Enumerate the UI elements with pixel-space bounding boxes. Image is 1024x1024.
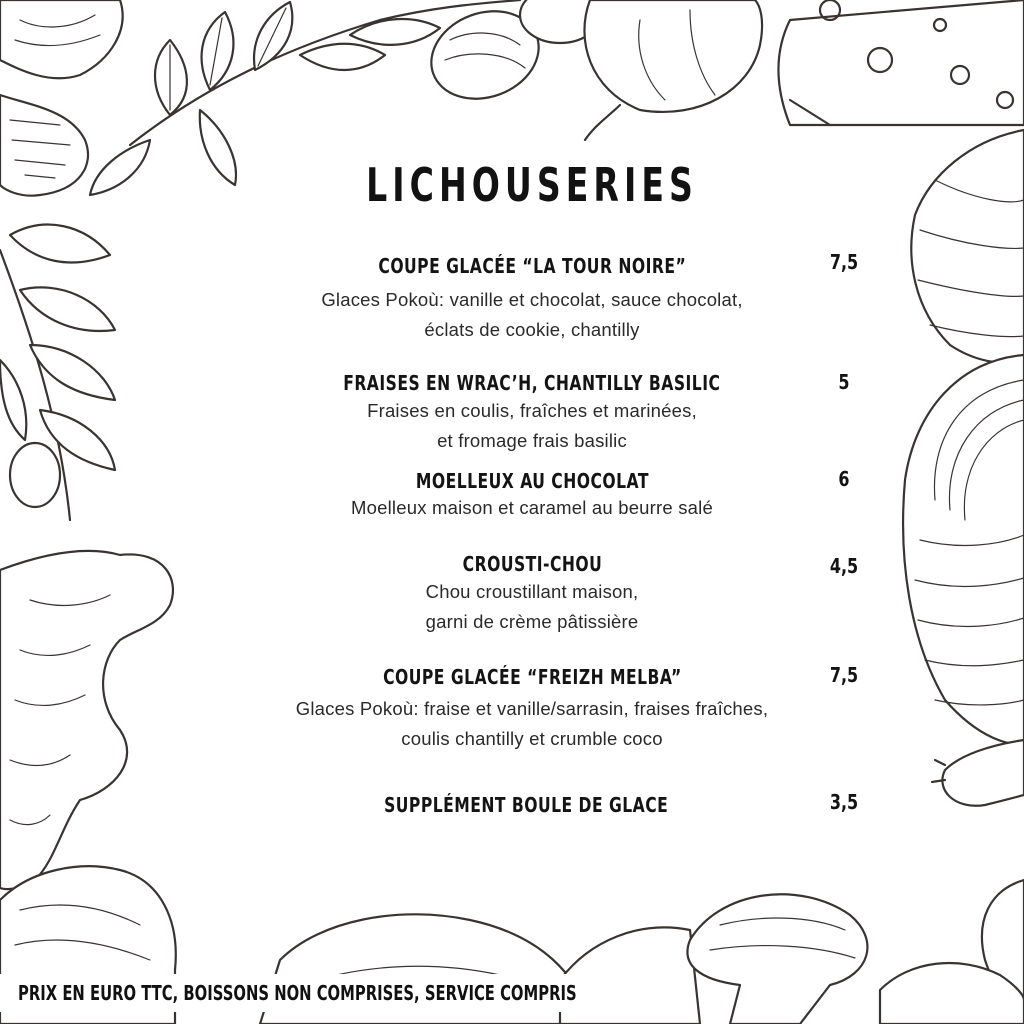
menu-item-price: 7,5 <box>829 663 859 687</box>
menu-item <box>232 665 832 754</box>
menu-item-description: Glaces Pokoù: vanille et chocolat, sauce chocolat, <box>321 289 743 310</box>
menu-title: LICHOUSERIES <box>366 158 698 212</box>
menu-item-name: COUPE GLACÉE “FREIZH MELBA” <box>382 665 682 689</box>
olive-illustration-icon <box>419 0 600 113</box>
menu-item-description: coulis chantilly et crumble coco <box>401 728 663 749</box>
menu-item-description: éclats de cookie, chantilly <box>424 319 640 340</box>
footer-note: PRIX EN EURO TTC, BOISSONS NON COMPRISES, SERVICE COMPRIS <box>18 981 577 1005</box>
left-leaf-branch-icon <box>0 225 115 520</box>
menu-item <box>232 552 832 637</box>
ginger-illustration-icon <box>0 551 173 889</box>
menu-item-price: 6 <box>838 467 850 491</box>
cheese-illustration-icon <box>778 0 1024 125</box>
menu-item-description: Fraises en coulis, fraîches et marinées, <box>367 400 697 421</box>
menu-item-price: 7,5 <box>829 250 859 274</box>
menu-item-name: FRAISES EN WRAC’H, CHANTILLY BASILIC <box>343 371 721 395</box>
footer-banner <box>0 974 578 1012</box>
garlic-illustration-icon <box>584 0 762 140</box>
menu-item-price: 4,5 <box>829 554 859 578</box>
menu-item-description: et fromage frais basilic <box>437 430 627 451</box>
menu-item <box>232 371 832 456</box>
menu-item-price: 5 <box>838 370 850 394</box>
menu-item-name: CROUSTI-CHOU <box>462 552 602 576</box>
menu-item-description: garni de crème pâtissière <box>425 611 639 632</box>
menu-item-description: Glaces Pokoù: fraise et vanille/sarrasin, fraises fraîches, <box>295 698 769 719</box>
menu-item <box>226 793 826 817</box>
menu-item-name: SUPPLÉMENT BOULE DE GLACE <box>383 793 669 817</box>
menu-item-description: Moelleux maison et caramel au beurre salé <box>351 497 713 518</box>
menu-item-description: Chou croustillant maison, <box>425 581 639 602</box>
croissant-illustration-icon <box>911 130 1024 363</box>
menu-item-price: 3,5 <box>829 790 859 814</box>
menu-item <box>232 254 832 345</box>
pasta-nest-illustration-icon <box>903 355 1024 745</box>
menu-item-name: MOELLEUX AU CHOCOLAT <box>415 469 649 493</box>
bread-illustration-icon <box>0 0 123 196</box>
menu-item <box>232 469 832 523</box>
menu-item-name: COUPE GLACÉE “LA TOUR NOIRE” <box>378 254 686 278</box>
